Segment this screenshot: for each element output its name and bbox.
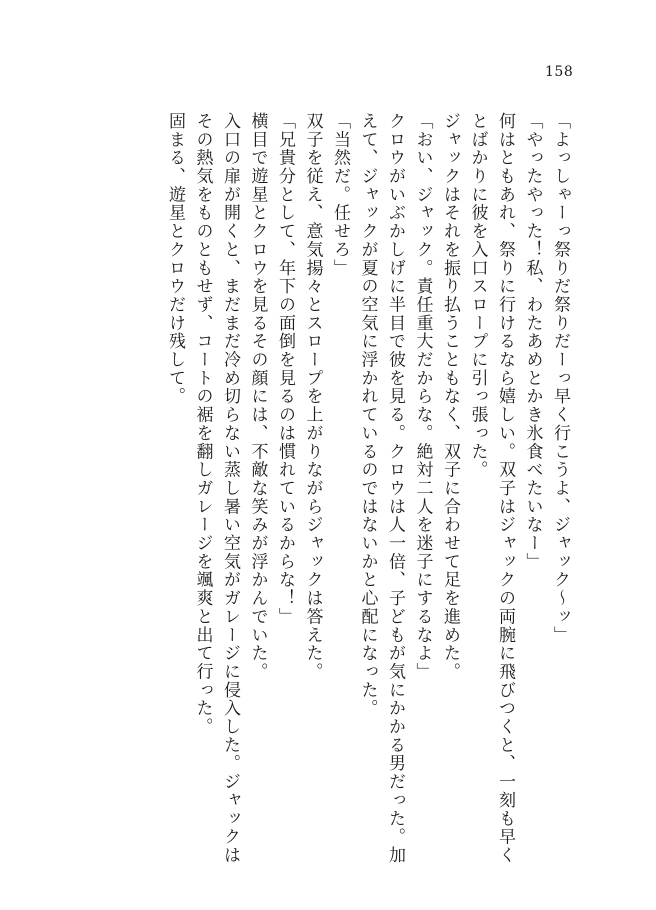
text-line: 「当然だ。任せろ」: [330, 112, 350, 278]
text-line: その熱気をものともせず、コートの裾を翻しガレージを颯爽と出て行った。: [192, 112, 213, 736]
text-line: クロウがいぶかしげに半目で彼を見る。クロウは人一倍、子どもが気にかかる男だった。加: [385, 112, 405, 865]
text-line: 双子を従え、意気揚々とスロープを上がりながらジャックは答えた。: [302, 112, 323, 681]
text-line: 横目で遊星とクロウを見るその顔には、不敵な笑みが浮かんでいた。: [247, 112, 268, 681]
text-line: 「兄貴分として、年下の面倒を見るのは慣れているからな！」: [275, 112, 295, 626]
text-line: 入口の扉が開くと、まだまだ冷め切らない蒸し暑い空気がガレージに侵入した。ジャックは: [220, 112, 240, 865]
text-line: えて、ジャックが夏の空気に浮かれているのではないかと心配になった。: [357, 112, 378, 718]
text-line: 「やったやった！私、わたあめとかき氷食べたいなー」: [522, 112, 543, 571]
text-line: ジャックはそれを振り払うこともなく、双子に合わせて足を進めた。: [440, 112, 460, 681]
vertical-text-block: [161, 112, 574, 872]
text-line: 何はともあれ、祭りに行けるなら嬉しい。双子はジャックの両腕に飛びつくと、一刻も早く: [495, 112, 515, 865]
text-line: 固まる、遊星とクロウだけ残して。: [165, 112, 185, 406]
text-line: とばかりに彼を入口スロープに引っ張った。: [467, 112, 488, 479]
text-line: 「よっしゃーっ祭りだ祭りだーっ早く行こうよ、ジャック〜ッ」: [550, 112, 570, 645]
text-line: 「おい、ジャック。責任重大だからな。絶対二人を迷子にするなよ」: [412, 112, 433, 681]
page-number: 158: [545, 64, 574, 80]
